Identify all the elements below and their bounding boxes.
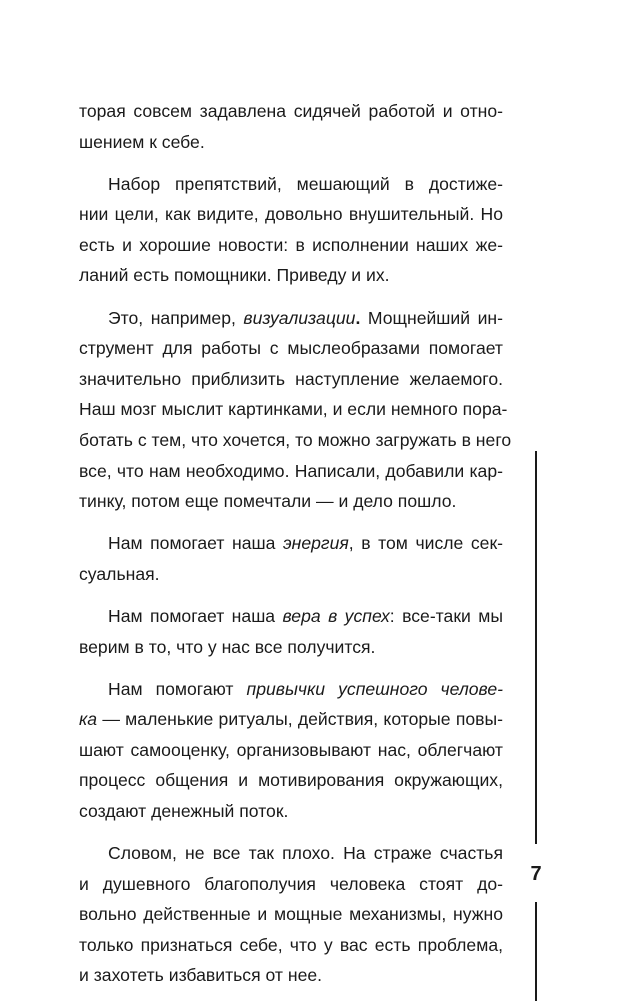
text-segment: Нам помогает наша	[108, 533, 283, 554]
text-line	[79, 486, 503, 517]
text-segment: создают денежный поток.	[79, 800, 289, 821]
text-segment: Словом, не все так плохо. На страже счастья	[108, 843, 503, 864]
text-line	[79, 960, 503, 991]
text-segment: и захотеть избавиться от нее.	[79, 965, 323, 986]
text-line	[79, 96, 503, 127]
text-segment: тинку, потом еще помечтали — и дело пошло.	[79, 491, 457, 512]
text-segment: ланий есть помощники. Приведу и их.	[79, 265, 390, 286]
text-line	[79, 199, 503, 230]
text-line	[79, 364, 503, 395]
text-line	[79, 230, 503, 261]
text-line	[79, 169, 503, 200]
text-line	[79, 796, 503, 827]
text-segment: Это, например,	[108, 307, 244, 328]
text-line	[79, 456, 503, 487]
text-line	[79, 260, 503, 291]
text-segment: только признаться себе, что у вас есть проблема,	[79, 934, 503, 955]
italic-term: ка	[79, 709, 98, 730]
text-segment: есть и хорошие новости: в исполнении наших же-	[79, 234, 503, 255]
text-segment: , в том числе сек-	[348, 533, 503, 554]
text-segment: верим в то, что у нас все получится.	[79, 636, 376, 657]
text-line	[79, 838, 503, 869]
text-segment: торая совсем задавлена сидячей работой и отно-	[79, 101, 503, 121]
italic-term: привычки успешного челове-	[246, 678, 503, 699]
italic-term: вера в успех	[282, 605, 390, 626]
text-segment: : все-таки мы	[389, 605, 504, 626]
text-segment: шают самооценку, организовывают нас, облегчают	[79, 739, 503, 760]
text-segment: — маленькие ритуалы, действия, которые повы-	[97, 709, 503, 730]
text-line	[79, 333, 503, 364]
text-segment: Мощнейший ин-	[360, 307, 503, 328]
text-segment: и душевного благополучия человека стоят до-	[79, 873, 503, 894]
text-line	[79, 601, 503, 632]
text-line	[79, 704, 503, 735]
paragraph	[79, 838, 503, 991]
text-segment: значительно приблизить наступление желаемого.	[79, 368, 503, 389]
text-segment: все, что нам необходимо. Написали, добавили кар-	[79, 460, 503, 481]
paragraph	[79, 674, 503, 827]
margin-rule-upper	[535, 451, 537, 844]
text-segment: шением к себе.	[79, 131, 205, 152]
text-segment: Нам помогают	[108, 678, 247, 699]
text-line	[79, 303, 503, 334]
page-number: 7	[530, 863, 542, 885]
text-segment: Наш мозг мыслит картинками, и если немного пора-	[79, 399, 508, 420]
text-segment: Нам помогает наша	[108, 605, 283, 626]
italic-term: энергия	[282, 533, 349, 554]
paragraph	[79, 528, 503, 589]
paragraph	[79, 303, 512, 517]
text-segment: вольно действенные и мощные механизмы, нужно	[79, 904, 503, 925]
text-line	[79, 528, 503, 559]
text-segment: Набор препятствий, мешающий в достиже-	[108, 173, 503, 194]
italic-term: визуализации	[243, 307, 356, 328]
text-line	[79, 127, 503, 158]
text-line	[79, 735, 503, 766]
text-line	[79, 425, 512, 456]
text-segment: нии цели, как видите, довольно внушительный. Но	[79, 204, 503, 225]
text-line	[79, 559, 503, 590]
text-line	[79, 930, 503, 961]
text-line	[79, 765, 503, 796]
text-line	[79, 394, 508, 425]
paragraph	[79, 601, 503, 662]
text-line	[79, 674, 503, 705]
margin-rule-lower	[535, 902, 537, 1001]
text-line	[79, 632, 503, 663]
text-segment: ботать с тем, что хочется, то можно загружать в него	[79, 429, 512, 450]
paragraph	[79, 96, 503, 157]
text-segment: струмент для работы с мыслеобразами помогает	[79, 338, 503, 359]
text-segment: .	[355, 307, 361, 328]
text-segment: суальная.	[79, 563, 160, 584]
text-line	[79, 899, 503, 930]
paragraph	[79, 169, 503, 291]
body-text	[79, 96, 512, 991]
text-segment: процесс общения и мотивирования окружающих,	[79, 770, 503, 791]
text-line	[79, 869, 503, 900]
